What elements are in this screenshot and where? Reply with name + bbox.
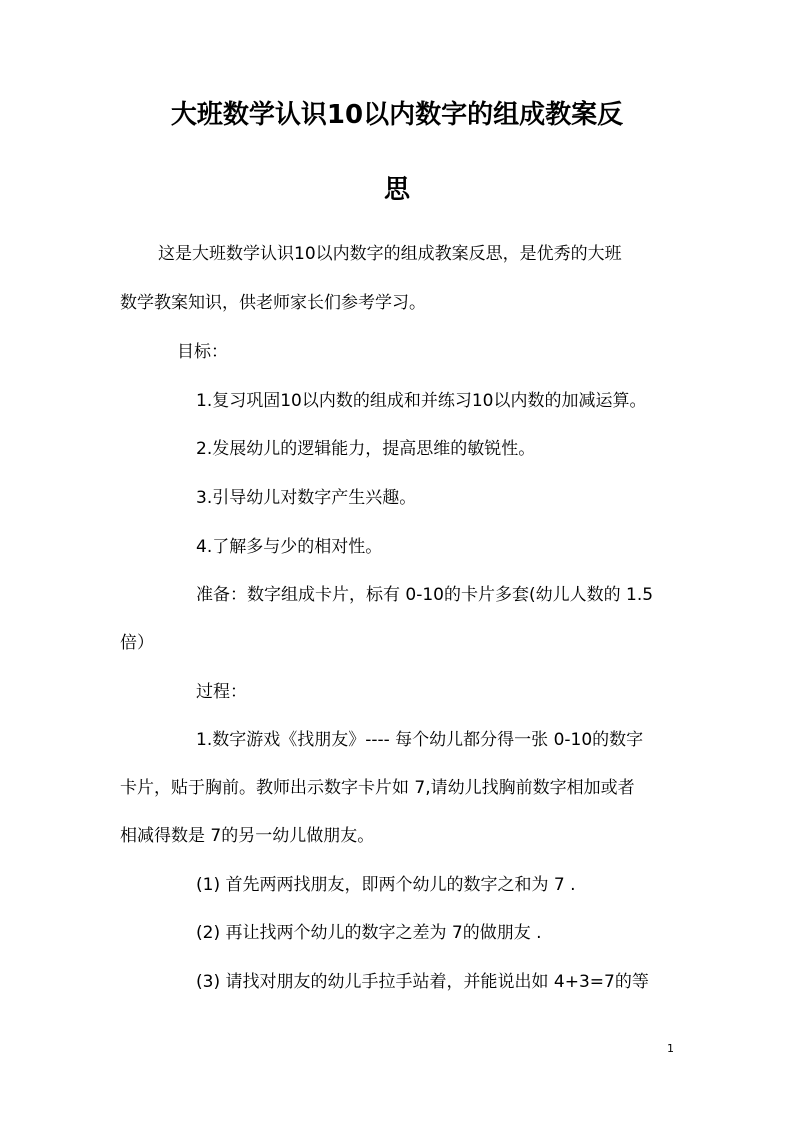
goal-item-1: 1.复习巩固10以内数的组成和并练习10以内数的加减运算。 [196, 391, 647, 411]
goals-heading: 目标： [177, 342, 228, 362]
goal-item-3: 3.引导幼儿对数字产生兴趣。 [196, 488, 417, 508]
intro-paragraph-line-2: 数学教案知识，供老师家长们参考学习。 [120, 293, 426, 313]
process-step-1-line-1: 1.数字游戏《找朋友》---- 每个幼儿都分得一张 0-10的数字 [196, 730, 644, 750]
intro-paragraph-line-1: 这是大班数学认识10以内数字的组成教案反思，是优秀的大班 [158, 244, 622, 264]
goal-item-2: 2.发展幼儿的逻辑能力，提高思维的敏锐性。 [196, 439, 536, 459]
substep-3: (3) 请找对朋友的幼儿手拉手站着，并能说出如 4+3=7的等 [196, 972, 649, 992]
process-step-1-line-3: 相减得数是 7的另一幼儿做朋友。 [120, 826, 375, 846]
process-step-1-line-2: 卡片，贴于胸前。教师出示数字卡片如 7,请幼儿找胸前数字相加或者 [120, 778, 635, 798]
document-title-line-2: 思 [383, 175, 410, 205]
goal-item-4: 4.了解多与少的相对性。 [196, 537, 383, 557]
substep-1: (1) 首先两两找朋友，即两个幼儿的数字之和为 7 . [196, 875, 576, 895]
preparation-line-2: 倍） [120, 633, 154, 653]
substep-2: (2) 再让找两个幼儿的数字之差为 7的做朋友 . [196, 923, 542, 943]
process-heading: 过程： [196, 682, 247, 702]
page-number: 1 [667, 1042, 674, 1055]
preparation-line-1: 准备：数字组成卡片，标有 0-10的卡片多套(幼儿人数的 1.5 [196, 585, 654, 605]
document-title-line-1: 大班数学认识10以内数字的组成教案反 [170, 100, 624, 130]
